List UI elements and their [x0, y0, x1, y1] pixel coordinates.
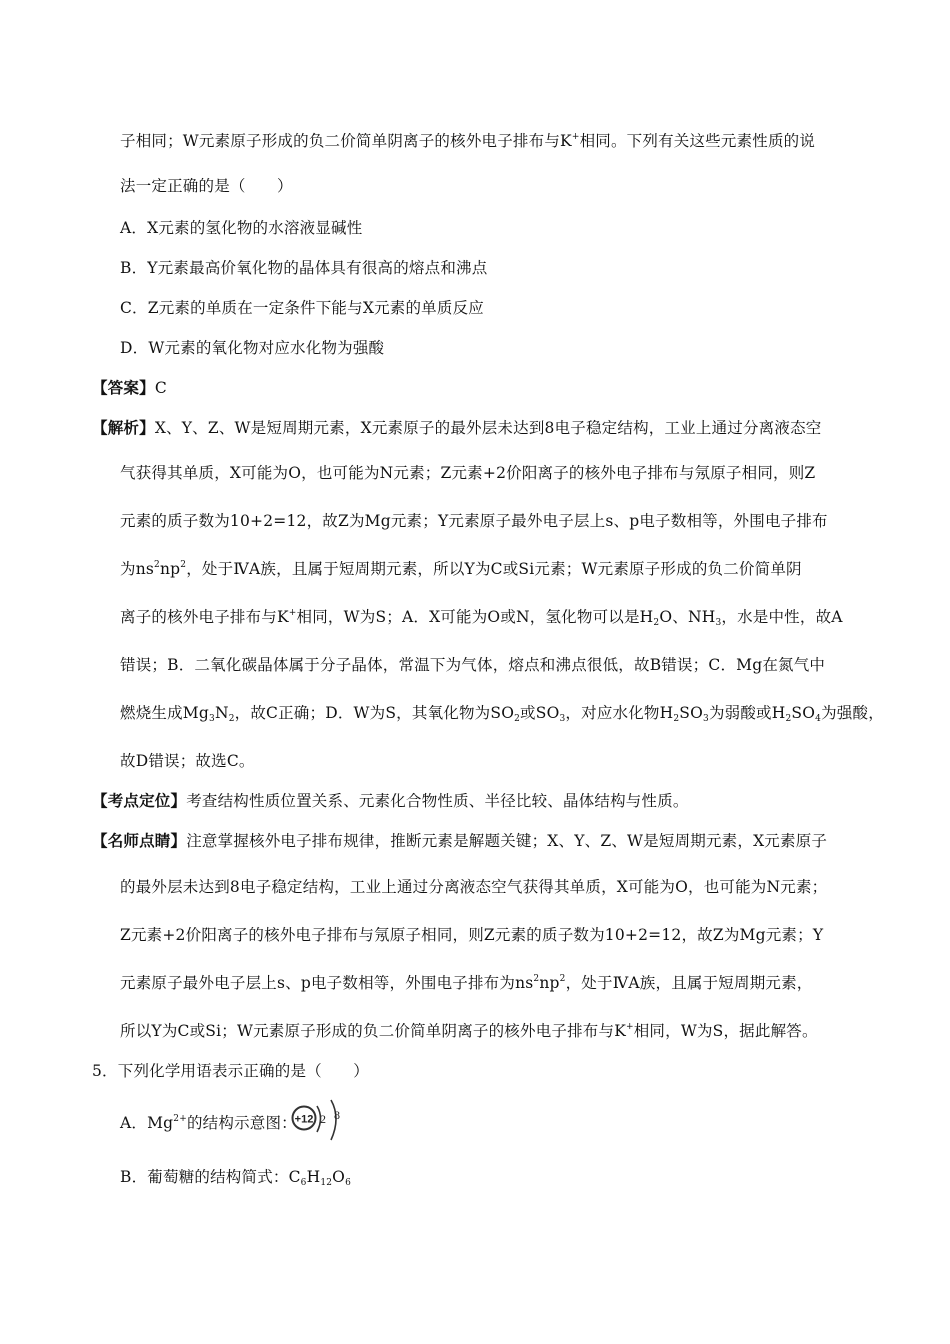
mingshi-line3: Z元素+2价阳离子的核外电子排布与氖原子相同，则Z元素的质子数为10+2=12，故Z为Mg元素；Y: [120, 926, 824, 944]
q5-option-b: B．葡萄糖的结构简式：$C_6H_{12}O_6$: [120, 1168, 352, 1188]
answer-line: 【答案】C: [92, 378, 167, 397]
mingshi-line4: 元素原子最外电子层上s、p电子数相等，外围电子排布为$ns^2np^2$，处于ⅣA族，且属于短周期元素，: [120, 974, 813, 992]
q5-stem: 5．下列化学用语表示正确的是（ ）: [92, 1062, 369, 1080]
mingshi-line5: 所以Y为C或Si；W元素原子形成的负二价简单阴离子的核外电子排布与K+相同，W为S，据此解答。: [120, 1022, 818, 1040]
analysis-line2: 气获得其单质，X可能为O，也可能为N元素；Z元素+2价阳离子的核外电子排布与氖原子相同，则Z: [120, 464, 816, 482]
analysis-line5: 离子的核外电子排布与K+相同，W为S；A．X可能为O或N，氢化物可以是$H_2O$、$NH_3$，水是中性，故A: [120, 608, 843, 628]
q4-stem-line2: 法一定正确的是（ ）: [120, 177, 293, 195]
analysis-line3: 元素的质子数为10+2=12，故Z为Mg元素；Y元素原子最外电子层上s、p电子数相等，外围电子排布: [120, 512, 828, 530]
analysis-line7: 燃烧生成$Mg_3N_2$，故C正确；D．W为S，其氧化物为$SO_2$或$SO_3$，对应水化物$H_2SO_3$为弱酸或$H_2SO_4$为强酸，: [120, 704, 884, 724]
q4-option-d: D．W元素的氧化物对应水化物为强酸: [120, 339, 385, 357]
shell2-electrons: 8: [334, 1108, 340, 1122]
shell1-electrons: 2: [320, 1112, 326, 1126]
q4-option-a: A．X元素的氢化物的水溶液显碱性: [120, 219, 363, 237]
q4-option-b: B．Y元素最高价氧化物的晶体具有很高的熔点和沸点: [120, 259, 488, 277]
mg-ion-structure-diagram: [290, 1098, 350, 1142]
q4-option-c: C．Z元素的单质在一定条件下能与X元素的单质反应: [120, 299, 484, 317]
analysis-line4: 为$ns^2np^2$，处于ⅣA族，且属于短周期元素，所以Y为C或Si元素；W元素原子形成的负二价简单阴: [120, 560, 802, 578]
kaodian-line: 【考点定位】考查结构性质位置关系、元素化合物性质、半径比较、晶体结构与性质。: [92, 791, 689, 810]
q4-stem-line1: 子相同；W元素原子形成的负二价简单阴离子的核外电子排布与K+相同。下列有关这些元素性质的说: [120, 132, 816, 150]
q5-option-a: A．$Mg^{2+}$的结构示意图：: [120, 1114, 297, 1132]
analysis-line6: 错误；B．二氧化碳晶体属于分子晶体，常温下为气体，熔点和沸点很低，故B错误；C．Mg在氮气中: [120, 656, 826, 674]
mingshi-line2: 的最外层未达到8电子稳定结构，工业上通过分离液态空气获得其单质，X可能为O，也可能为N元素；: [120, 878, 828, 896]
mingshi-line1: 【名师点睛】注意掌握核外电子排布规律，推断元素是解题关键；X、Y、Z、W是短周期元素，X元素原子: [92, 831, 828, 850]
analysis-line8: 故D错误；故选C。: [120, 752, 255, 770]
nucleus-charge: +12: [294, 1113, 314, 1126]
analysis-line1: 【解析】X、Y、Z、W是短周期元素，X元素原子的最外层未达到8电子稳定结构，工业上通过分离液态空: [92, 418, 822, 437]
